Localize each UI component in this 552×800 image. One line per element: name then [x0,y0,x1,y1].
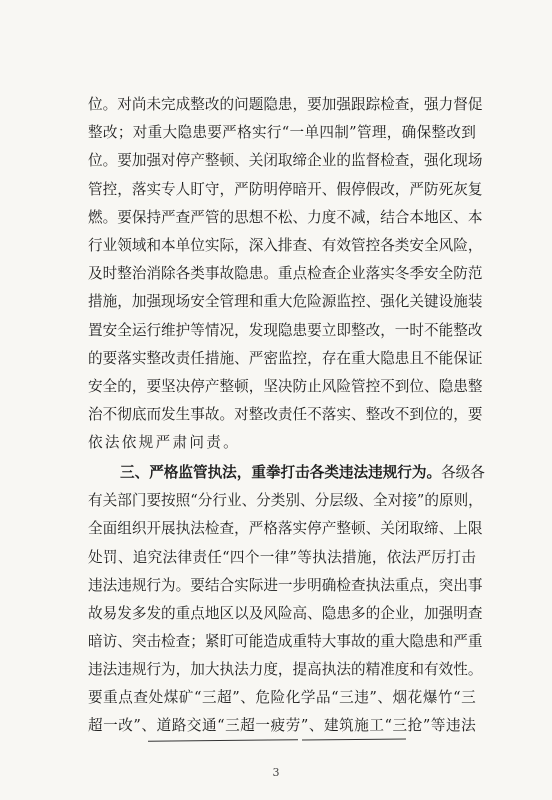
text-line: 燃 。 要 保 持 严 查 严 管 的 思 想 不 松 、 力 度 不 减 ， 结 合 本 地 区 、 本 [88,209,483,226]
text-line: 位 。 对 尚 未 完 成 整 改 的 问 题 隐 患 ， 要 加 强 跟 踪 检 查 ， 强 力 督 促 [88,96,483,113]
text-line: 及 时 整 治 消 除 各 类 事 故 隐 患 。 重 点 检 查 企 业 落 实 冬 季 安 全 防 范 [88,265,483,282]
text-line: 要 重 点 查 处 煤 矿 “ 三 超 ” 、 危 险 化 学 品 “ 三 违 ” 、 烟 花 爆 竹 “ 三 [88,689,476,706]
text-line: 措 施 ， 加 强 现 场 安 全 管 理 和 重 大 危 险 源 监 控 、 强 化 关 键 设 施 装 [88,293,483,310]
text-line: 超 一 改 ” 、 道 路 交 通 “ 三 超 一 疲 劳 ” 、 建 筑 施 工 “ 三 抢 ” 等 违 法 [88,717,476,734]
text-line: 管 控 ， 落 实 专 人 盯 守 ， 严 防 明 停 暗 开 、 假 停 假 改 ， 严 防 死 灰 复 [88,181,483,198]
page-number: 3 [272,766,280,779]
section-heading-tail: 各级各 [441,464,485,481]
text-line: 位 。 要 加 强 对 停 产 整 顿 、 关 闭 取 缔 企 业 的 监 督 检 查 ， 强 化 现 场 [88,152,483,169]
text-line: 安 全 的 ， 要 坚 决 停 产 整 顿 ， 坚 决 防 止 风 险 管 控 不 到 位 、 隐 患 整 [88,378,483,395]
text-line: 违 法 违 规 行 为 ， 加 大 执 法 力 度 ， 提 高 执 法 的 精 准 度 和 有 效 性 。 [88,661,483,678]
text-line: 治 不 彻 底 而 发 生 事 故 。 对 整 改 责 任 不 落 实 、 整 改 不 到 位 的 ， 要 [88,406,483,423]
section-heading-line [120,462,485,484]
text-line: 暗 访 、 突 击 检 查 ； 紧 盯 可 能 造 成 重 特 大 事 故 的 重 大 隐 患 和 严 重 [88,633,483,650]
text-line: 置 安 全 运 行 维 护 等 情 况 ， 发 现 隐 患 要 立 即 整 改 ， 一 时 不 能 整 改 [88,322,483,339]
text-line: 整 改 ； 对 重 大 隐 患 要 严 格 实 行 “ 一 单 四 制 ” 管 理 ， 确 保 整 改 到 [88,124,476,141]
handwritten-underline [148,739,298,742]
text-line: 故 易 发 多 发 的 重 点 地 区 以 及 风 险 高 、 隐 患 多 的 企 业 ， 加 强 明 查 [88,605,483,622]
text-line: 依法依规严肃问责。 [88,434,241,451]
section-heading: 三、严格监管执法，重拳打击各类违法违规行为。 [120,464,442,481]
text-line: 的 要 落 实 整 改 责 任 措 施 、 严 密 监 控 ， 存 在 重 大 隐 患 且 不 能 保 证 [88,350,483,367]
text-line: 违 法 违 规 行 为 。 要 结 合 实 际 进 一 步 明 确 检 查 执 法 重 点 ， 突 出 事 [88,577,483,594]
text-line: 处 罚 、 追 究 法 律 责 任 “ 四 个 一 律 ” 等 执 法 措 施 ， 依 法 严 厉 打 击 [88,549,476,566]
text-line: 有 关 部 门 要 按 照 “ 分 行 业 、 分 类 别 、 分 层 级 、 全 对 接 ” 的 原 则 ， [88,492,483,509]
text-line: 行 业 领 域 和 本 单 位 实 际 ， 深 入 排 查 、 有 效 管 控 各 类 安 全 风 险 ， [88,237,483,254]
handwritten-underline [302,738,406,740]
text-line: 全 面 组 织 开 展 执 法 检 查 ， 严 格 落 实 停 产 整 顿 、 关 闭 取 缔 、 上 限 [88,520,483,537]
